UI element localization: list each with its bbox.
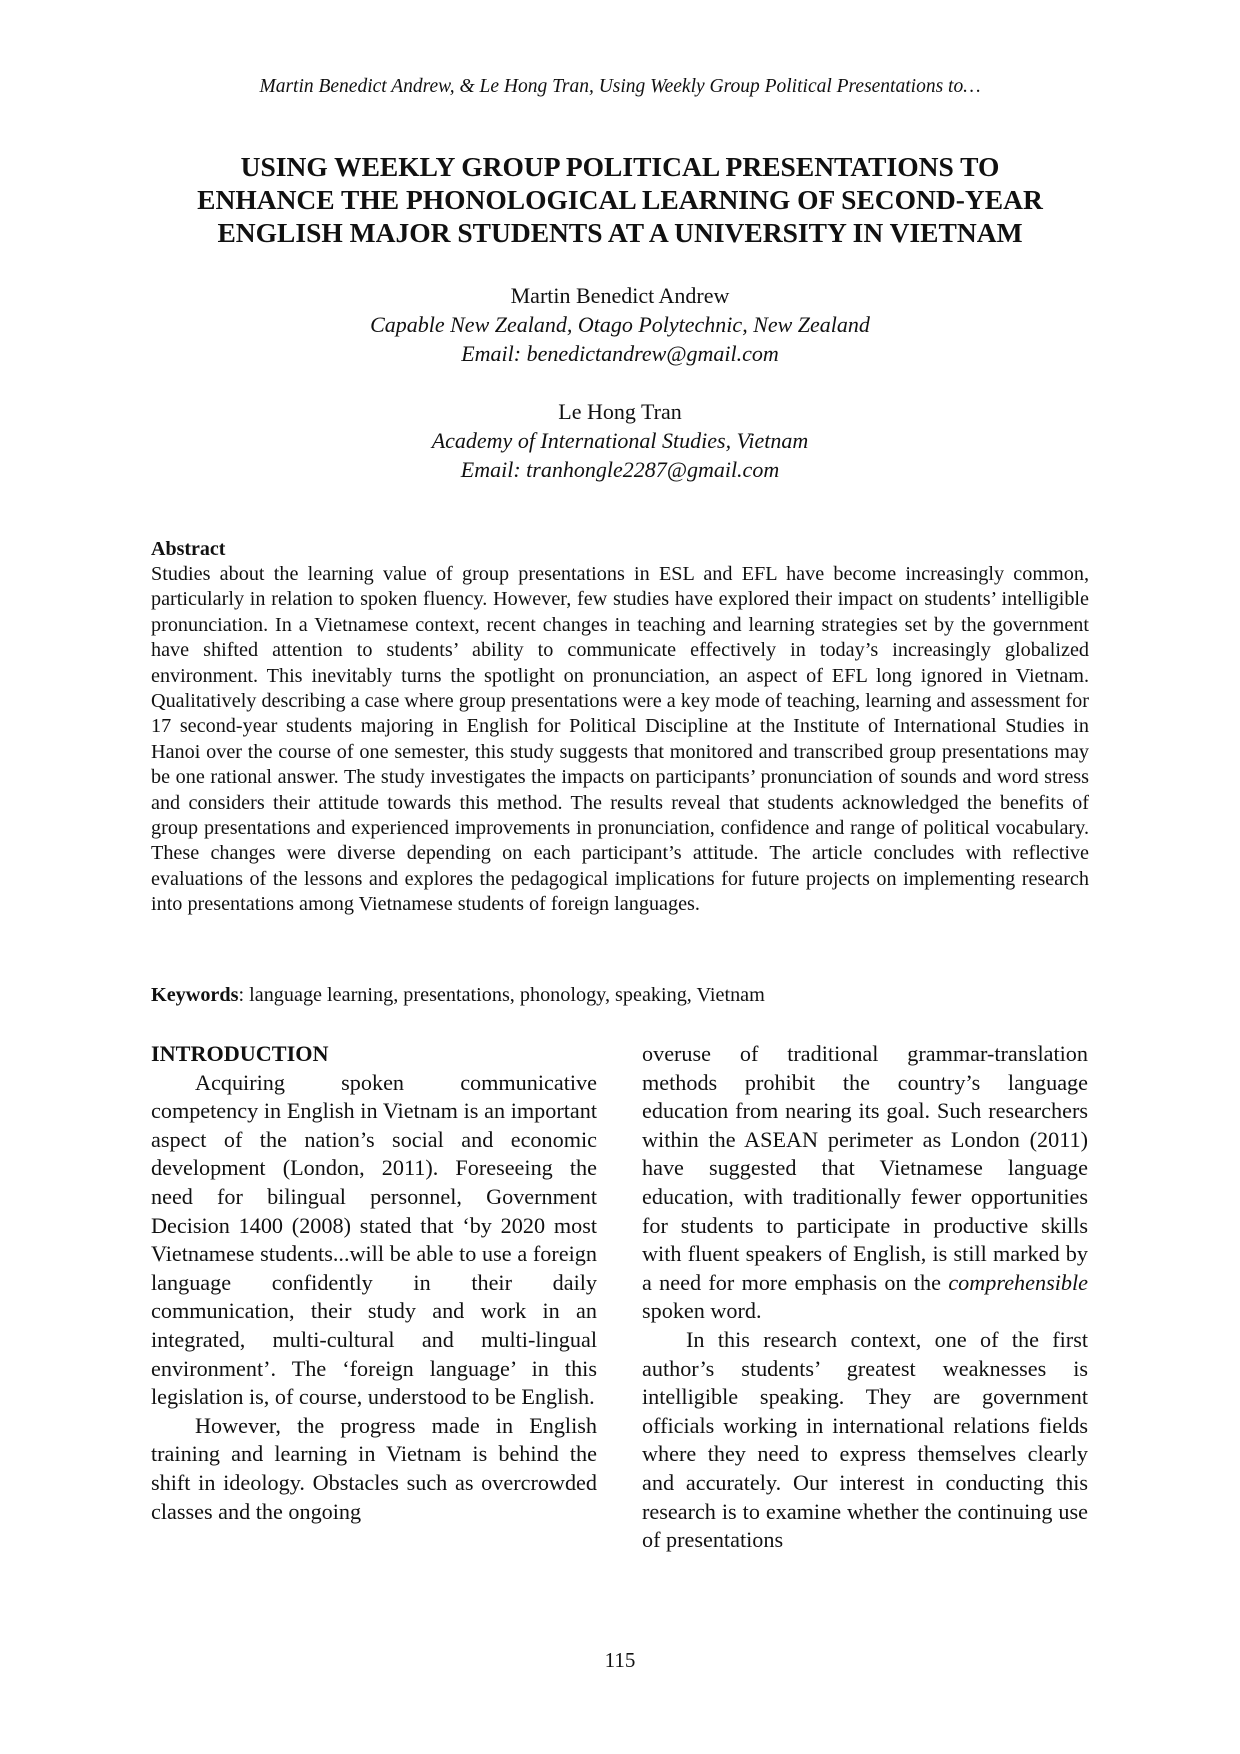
author-block: [0, 281, 1240, 368]
keywords-label: Keywords: [151, 984, 239, 1006]
title-line: USING WEEKLY GROUP POLITICAL PRESENTATIONS TO: [240, 151, 1000, 182]
body-paragraph: In this research context, one of the first author’s students’ greatest weaknesses is intelligible speaking. They are government officials working in international relations fields where they need to express themselves clearly and accurately. Our interest in conducting this research is to examine whether the continuing use of presentations: [642, 1326, 1088, 1553]
keywords-text: : language learning, presentations, phonology, speaking, Vietnam: [238, 984, 765, 1006]
author-name: Martin Benedict Andrew: [510, 283, 730, 308]
paragraph-text: spoken word.: [642, 1298, 762, 1324]
author-email: Email: benedictandrew@gmail.com: [461, 341, 779, 366]
title-line: ENGLISH MAJOR STUDENTS AT A UNIVERSITY IN VIETNAM: [217, 217, 1023, 248]
title-line: ENHANCE THE PHONOLOGICAL LEARNING OF SECOND-YEAR: [197, 184, 1043, 215]
author-block: [0, 397, 1240, 484]
left-column: [151, 1040, 597, 1526]
paper-title: [120, 150, 1120, 249]
paragraph-text: overuse of traditional grammar-translation methods prohibit the country’s language education from nearing its goal. Such researchers within the ASEAN perimeter as London (2011) have suggested that Vietnamese language education, with traditionally fewer opportunities for students to participate in productive skills with fluent speakers of English, is still marked by a need for more emphasis on the: [642, 1041, 1088, 1295]
emphasis-text: comprehensible: [948, 1269, 1088, 1295]
page-number: 115: [604, 1648, 636, 1672]
keywords: [151, 984, 765, 1007]
body-paragraph: Acquiring spoken communicative competency in English in Vietnam is an important aspect of the nation’s social and economic development (London, 2011). Foreseeing the need for bilingual personnel, Government Decision 1400 (2008) stated that ‘by 2020 most Vietnamese students...will be able to use a foreign language confidently in their daily communication, their study and work in an integrated, multi-cultural and multi-lingual environment’. The ‘foreign language’ in this legislation is, of course, understood to be English.: [151, 1069, 597, 1410]
author-email: Email: tranhongle2287@gmail.com: [460, 457, 780, 482]
abstract-text: Studies about the learning value of group presentations in ESL and EFL have become increasingly common, particularly in relation to spoken fluency. However, few studies have explored their impact on students’ intelligible pronunciation. In a Vietnamese context, recent changes in teaching and learning strategies set by the government have shifted attention to students’ ability to communicate effectively in today’s increasingly globalized environment. This inevitably turns the spotlight on pronunciation, an aspect of EFL long ignored in Vietnam. Qualitatively describing a case where group presentations were a key mode of teaching, learning and assessment for 17 second-year students majoring in English for Political Discipline at the Institute of International Studies in Hanoi over the course of one semester, this study suggests that monitored and transcribed group presentations may be one rational answer. The study investigates the impacts on participants’ pronunciation of sounds and word stress and considers their attitude towards this method. The results reveal that students acknowledged the benefits of group presentations and experienced improvements in pronunciation, confidence and range of political vocabulary. These changes were diverse depending on each participant’s attitude. The article concludes with reflective evaluations of the lessons and explores the pedagogical implications for future projects on implementing research into presentations among Vietnamese students of foreign languages.: [151, 563, 1089, 916]
abstract-heading: Abstract: [151, 538, 226, 560]
right-column: [642, 1040, 1088, 1555]
body-paragraph: [642, 1040, 1088, 1326]
author-affiliation: Academy of International Studies, Vietnam: [431, 428, 809, 453]
author-affiliation: Capable New Zealand, Otago Polytechnic, New Zealand: [370, 312, 870, 337]
running-header: Martin Benedict Andrew, & Le Hong Tran, Using Weekly Group Political Presentations to…: [259, 76, 981, 97]
section-heading: INTRODUCTION: [151, 1041, 329, 1066]
body-paragraph: However, the progress made in English training and learning in Vietnam is behind the shift in ideology. Obstacles such as overcrowded classes and the ongoing: [151, 1412, 597, 1524]
author-name: Le Hong Tran: [558, 399, 682, 424]
